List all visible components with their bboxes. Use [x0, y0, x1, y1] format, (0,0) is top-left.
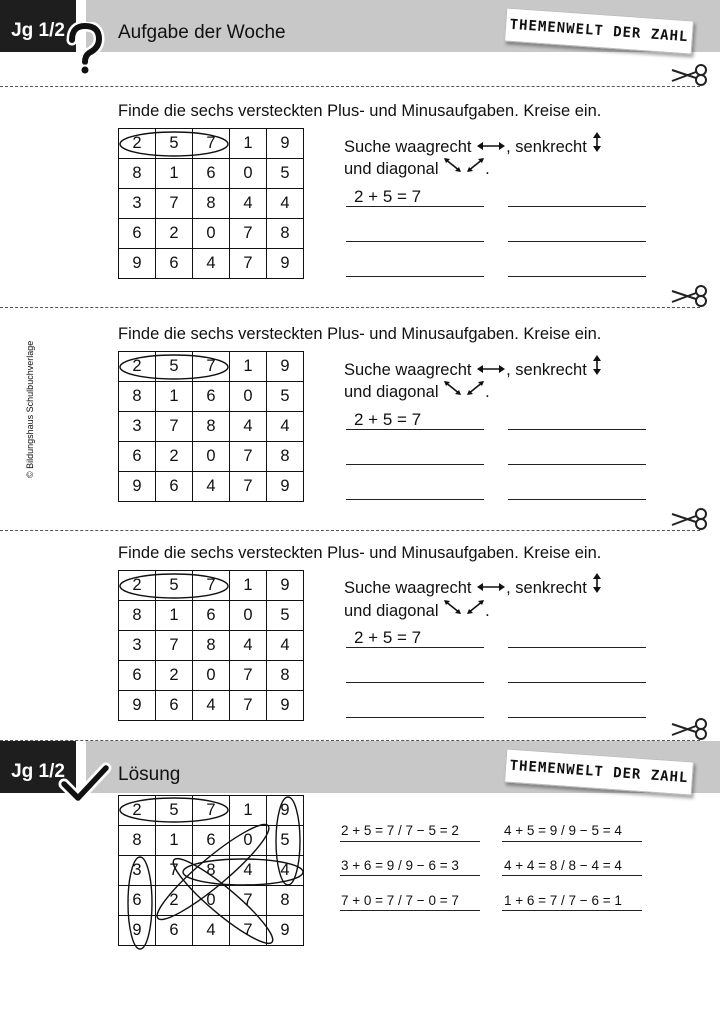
solution-circles	[118, 795, 308, 951]
solution-circle	[149, 815, 277, 929]
grid-cell: 2	[156, 219, 193, 249]
grid-cell: 6	[193, 826, 230, 856]
answer-line[interactable]	[346, 647, 484, 648]
solution-answer: 7 + 0 = 7 / 7 − 0 = 7	[341, 893, 459, 908]
grid-cell: 8	[193, 631, 230, 661]
grid-cell: 9	[267, 249, 304, 279]
grid-cell: 5	[156, 352, 193, 382]
grid-cell: 4	[193, 249, 230, 279]
grade-label: Jg 1/2	[11, 20, 65, 41]
grid-cell: 7	[193, 129, 230, 159]
brand-label: THEMENWELT DER ZAHL	[504, 748, 694, 795]
horizontal-arrow-icon	[476, 363, 506, 375]
answer-line	[340, 841, 480, 842]
grid-cell: 7	[230, 442, 267, 472]
instruction: Finde die sechs versteckten Plus- und Minusaufgaben. Kreise ein.	[118, 325, 602, 343]
example-circle	[118, 128, 308, 160]
grid-cell: 6	[119, 219, 156, 249]
grid-cell: 5	[156, 129, 193, 159]
grid-cell: 1	[156, 159, 193, 189]
diagonal-arrows-icon	[443, 156, 485, 174]
answer-line[interactable]	[508, 499, 646, 500]
grid-cell: 9	[267, 691, 304, 721]
grid-cell: 8	[193, 856, 230, 886]
grid-cell: 7	[230, 661, 267, 691]
grid-cell: 3	[119, 631, 156, 661]
grid-cell: 4	[267, 631, 304, 661]
grid-cell: 0	[193, 442, 230, 472]
grid-cell: 7	[193, 352, 230, 382]
answer-line[interactable]	[346, 429, 484, 430]
vertical-arrow-icon	[591, 132, 603, 152]
grid-cell: 2	[119, 571, 156, 601]
grid-cell: 8	[119, 159, 156, 189]
grid-cell: 2	[156, 442, 193, 472]
solution-circle	[276, 797, 300, 885]
answer-line	[340, 875, 480, 876]
grid-cell: 7	[230, 916, 267, 946]
grid-cell: 9	[267, 796, 304, 826]
grid-cell: 5	[267, 159, 304, 189]
grid-cell: 1	[230, 129, 267, 159]
answer-line[interactable]	[346, 717, 484, 718]
horizontal-arrow-icon	[476, 581, 506, 593]
question-mark-icon	[62, 22, 108, 76]
grid-cell: 4	[193, 691, 230, 721]
grid-cell: 6	[193, 601, 230, 631]
grid-cell: 6	[193, 382, 230, 412]
answer-line[interactable]	[346, 241, 484, 242]
grid-cell: 6	[119, 661, 156, 691]
hint-line-1: Suche waagrecht , senkrecht	[344, 132, 603, 157]
grid-cell: 3	[119, 412, 156, 442]
grid-cell: 7	[230, 472, 267, 502]
grid-cell: 8	[119, 826, 156, 856]
grid-cell: 4	[230, 856, 267, 886]
grid-cell: 1	[230, 796, 267, 826]
grid-cell: 9	[267, 129, 304, 159]
answer-line[interactable]	[508, 206, 646, 207]
answer-line	[502, 910, 642, 911]
grid-cell: 6	[119, 886, 156, 916]
grid-cell: 0	[230, 601, 267, 631]
grid-cell: 0	[230, 382, 267, 412]
grid-cell: 1	[156, 601, 193, 631]
grid-cell: 7	[156, 412, 193, 442]
grid-cell: 8	[193, 412, 230, 442]
grid-cell: 0	[230, 826, 267, 856]
grid-cell: 7	[230, 886, 267, 916]
solution-circle	[120, 798, 228, 822]
grid-cell: 2	[119, 796, 156, 826]
instruction: Finde die sechs versteckten Plus- und Minusaufgaben. Kreise ein.	[118, 544, 602, 562]
answer-line[interactable]	[508, 429, 646, 430]
answer-line[interactable]	[508, 682, 646, 683]
horizontal-arrow-icon	[476, 140, 506, 152]
grid-cell: 9	[267, 571, 304, 601]
grid-cell: 6	[193, 159, 230, 189]
grid-cell: 0	[193, 661, 230, 691]
grid-cell: 8	[119, 382, 156, 412]
brand-label: THEMENWELT DER ZAHL	[504, 7, 694, 54]
grid-cell: 7	[156, 631, 193, 661]
vertical-arrow-icon	[591, 355, 603, 375]
grid-cell: 3	[119, 856, 156, 886]
answer-line[interactable]	[346, 276, 484, 277]
grid-cell: 6	[156, 472, 193, 502]
answer-line[interactable]	[346, 464, 484, 465]
hint-line-1: Suche waagrecht , senkrecht	[344, 573, 603, 598]
grid-cell: 7	[230, 249, 267, 279]
solution-answer: 3 + 6 = 9 / 9 − 6 = 3	[341, 858, 459, 873]
answer-line[interactable]	[508, 276, 646, 277]
grid-cell: 4	[267, 856, 304, 886]
grid-cell: 3	[119, 189, 156, 219]
example-answer: 2 + 5 = 7	[354, 187, 422, 206]
grid-cell: 9	[119, 916, 156, 946]
answer-line	[340, 910, 480, 911]
grid-cell: 5	[267, 382, 304, 412]
grid-cell: 8	[267, 442, 304, 472]
grid-cell: 2	[119, 352, 156, 382]
example-answer: 2 + 5 = 7	[354, 628, 422, 647]
scissors-icon	[670, 718, 710, 740]
solution-answer: 1 + 6 = 7 / 7 − 6 = 1	[504, 893, 622, 908]
checkmark-icon	[58, 762, 112, 806]
grid-cell: 8	[267, 661, 304, 691]
vertical-arrow-icon	[591, 573, 603, 593]
grid-cell: 4	[230, 189, 267, 219]
answer-line	[502, 841, 642, 842]
answer-line[interactable]	[346, 206, 484, 207]
solution-answer: 4 + 5 = 9 / 9 − 5 = 4	[504, 823, 622, 838]
grid-cell: 4	[193, 472, 230, 502]
page-title: Aufgabe der Woche	[118, 22, 286, 43]
grid-cell: 8	[267, 219, 304, 249]
solution-circle	[128, 857, 152, 949]
example-circle	[118, 570, 308, 602]
cut-line	[0, 86, 700, 87]
grid-cell: 0	[193, 219, 230, 249]
answer-line[interactable]	[508, 464, 646, 465]
grid-cell: 0	[193, 886, 230, 916]
grid-cell: 2	[156, 661, 193, 691]
grid-cell: 1	[230, 571, 267, 601]
grid-cell: 8	[267, 886, 304, 916]
solution-answer: 4 + 4 = 8 / 8 − 4 = 4	[504, 858, 622, 873]
hint-line-2: und diagonal .	[344, 598, 490, 621]
answer-line	[502, 875, 642, 876]
grid-cell: 6	[156, 916, 193, 946]
grid-cell: 1	[156, 382, 193, 412]
grid-cell: 9	[267, 916, 304, 946]
example-answer: 2 + 5 = 7	[354, 410, 422, 429]
grid-cell: 2	[156, 886, 193, 916]
grid-cell: 4	[230, 412, 267, 442]
grid-cell: 0	[230, 159, 267, 189]
grade-label: Jg 1/2	[11, 761, 65, 782]
solution-circle	[166, 850, 281, 951]
example-circle	[118, 351, 308, 383]
grid-cell: 4	[230, 631, 267, 661]
grid-cell: 6	[119, 442, 156, 472]
grid-cell: 9	[267, 352, 304, 382]
grid-cell: 7	[230, 691, 267, 721]
answer-line[interactable]	[508, 647, 646, 648]
grid-cell: 1	[230, 352, 267, 382]
grid-cell: 7	[193, 571, 230, 601]
answer-line[interactable]	[346, 499, 484, 500]
grid-cell: 5	[267, 601, 304, 631]
grid-cell: 7	[156, 189, 193, 219]
grid-cell: 9	[119, 472, 156, 502]
grid-cell: 9	[119, 691, 156, 721]
cut-line	[0, 307, 700, 308]
diagonal-arrows-icon	[443, 598, 485, 616]
copyright: © Bildungshaus Schulbuchverlage	[25, 340, 35, 478]
grid-cell: 4	[267, 189, 304, 219]
solution-title: Lösung	[118, 764, 181, 785]
grid-cell: 6	[156, 249, 193, 279]
grid-cell: 2	[119, 129, 156, 159]
scissors-icon	[670, 64, 710, 86]
hint-line-1: Suche waagrecht , senkrecht	[344, 355, 603, 380]
grid-cell: 8	[119, 601, 156, 631]
hint-line-2: und diagonal .	[344, 156, 490, 179]
instruction: Finde die sechs versteckten Plus- und Minusaufgaben. Kreise ein.	[118, 102, 602, 120]
answer-line[interactable]	[508, 717, 646, 718]
grid-cell: 4	[267, 412, 304, 442]
grid-cell: 8	[193, 189, 230, 219]
hint-line-2: und diagonal .	[344, 379, 490, 402]
scissors-icon	[670, 285, 710, 307]
grid-cell: 7	[156, 856, 193, 886]
grid-cell: 7	[193, 796, 230, 826]
grid-cell: 9	[119, 249, 156, 279]
solution-answer: 2 + 5 = 7 / 7 − 5 = 2	[341, 823, 459, 838]
grid-cell: 7	[230, 219, 267, 249]
grid-cell: 9	[267, 472, 304, 502]
grid-cell: 5	[156, 571, 193, 601]
cut-line	[0, 530, 700, 531]
answer-line[interactable]	[508, 241, 646, 242]
grid-cell: 4	[193, 916, 230, 946]
grid-cell: 6	[156, 691, 193, 721]
grid-cell: 5	[267, 826, 304, 856]
grid-cell: 5	[156, 796, 193, 826]
scissors-icon	[670, 508, 710, 530]
grid-cell: 1	[156, 826, 193, 856]
diagonal-arrows-icon	[443, 379, 485, 397]
answer-line[interactable]	[346, 682, 484, 683]
